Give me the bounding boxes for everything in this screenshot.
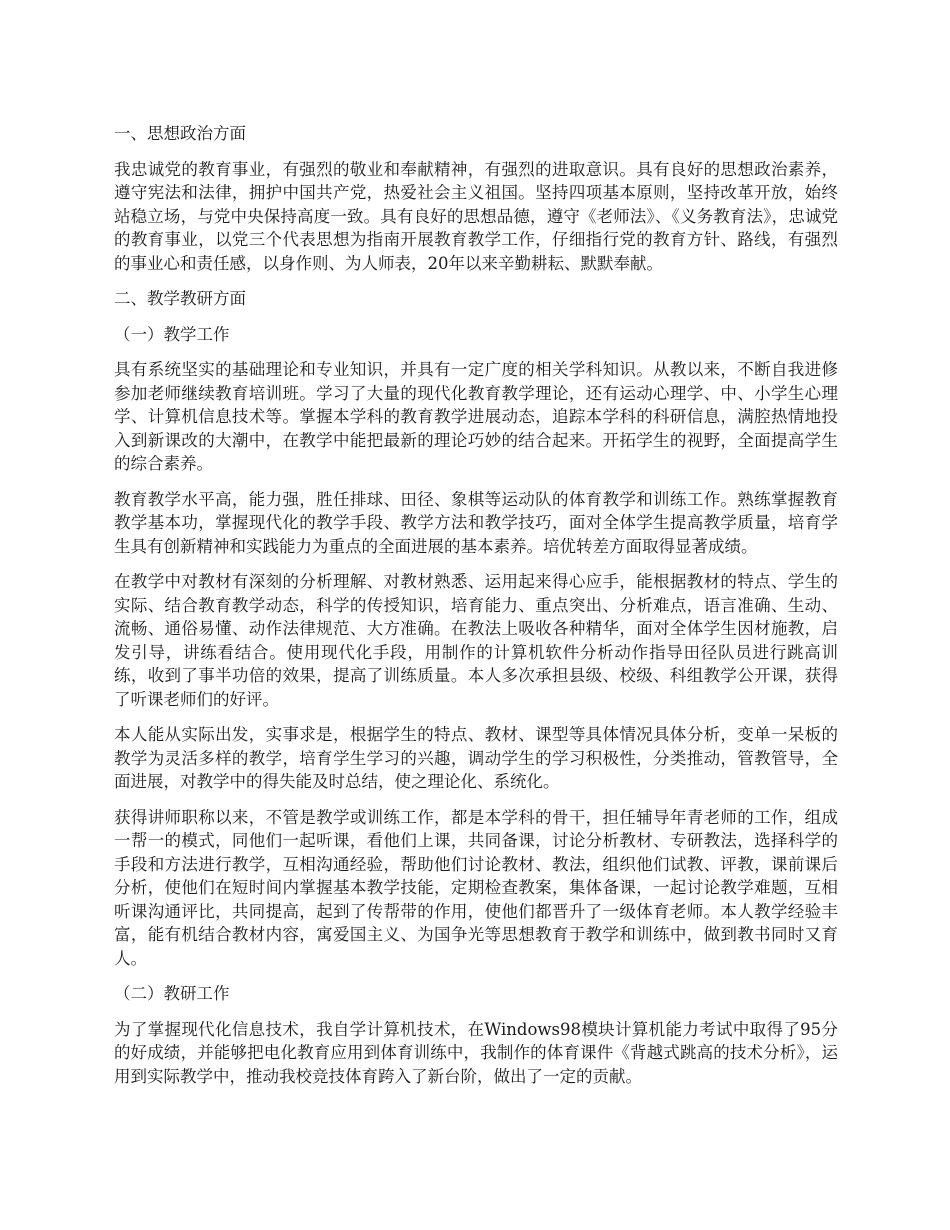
section-heading-teaching-research: 二、教学教研方面 xyxy=(114,289,246,308)
paragraph-teaching-1: 具有系统坚实的基础理论和专业知识，并具有一定广度的相关学科知识。从教以来，不断自我进修参加老师继续教育培训班。学习了大量的现代化教育教学理论，还有运动心理学、中、小学生心理学、计算机信息技术等。掌握本学科的教育教学进展动态，追踪本学科的科研信息，满腔热情地投入到新课改的大潮中，在教学中能把最新的理论巧妙的结合起来。开拓学生的视野，全面提高学生的综合素养。 xyxy=(114,360,838,473)
section-heading-political: 一、思想政治方面 xyxy=(114,124,246,143)
paragraph-teaching-5: 获得讲师职称以来，不管是教学或训练工作，都是本学科的骨干，担任辅导年青老师的工作，组成一帮一的模式，同他们一起听课，看他们上课，共同备课，讨论分析教材、专研教法，选择科学的手段和方法进行教学，互相沟通经验，帮助他们讨论教材、教法，组织他们试教、评教，课前课后分析，使他们在短时间内掌握基本教学技能，定期检查教案，集体备课，一起讨论教学难题，互相听课沟通评比，共同提高，起到了传帮带的作用，使他们都晋升了一级体育老师。本人教学经验丰富，能有机结合教材内容，寓爱国主义、为国争光等思想教育于教学和训练中，做到教书同时又育人。 xyxy=(114,807,838,968)
paragraph-research: 为了掌握现代化信息技术，我自学计算机技术，在Windows98模块计算机能力考试中取得了95分的好成绩，并能够把电化教育应用到体育训练中，我制作的体育课件《背越式跳高的技术分析》，运用到实际教学中，推动我校竞技体育跨入了新台阶，做出了一定的贡献。 xyxy=(114,1019,838,1086)
paragraph-teaching-4: 本人能从实际出发，实事求是，根据学生的特点、教材、课型等具体情况具体分析，变单一呆板的教学为灵活多样的教学，培育学生学习的兴趣，调动学生的学习积极性，分类推动，管教管导，全面进展，对教学中的得失能及时总结，使之理论化、系统化。 xyxy=(114,725,838,791)
subheading-teaching: （一）教学工作 xyxy=(114,324,230,344)
subheading-research: （二）教研工作 xyxy=(114,984,230,1003)
document-body xyxy=(114,122,838,1100)
paragraph-political: 我忠诚党的教育事业，有强烈的敬业和奉献精神，有强烈的进取意识。具有良好的思想政治素养，遵守宪法和法律，拥护中国共产党，热爱社会主义祖国。坚持四项基本原则，坚持改革开放，始终站稳立场，与党中央保持高度一致。具有良好的思想品德，遵守《老师法》、《义务教育法》，忠诚党的教育事业，以党三个代表思想为指南开展教育教学工作，仔细指行党的教育方针、路线，有强烈的事业心和责任感，以身作则、为人师表，20年以来辛勤耕耘、默默奉献。 xyxy=(114,159,838,273)
paragraph-teaching-3: 在教学中对教材有深刻的分析理解、对教材熟悉、运用起来得心应手，能根据教材的特点、学生的实际、结合教育教学动态，科学的传授知识，培育能力、重点突出、分析难点，语言准确、生动、流畅、通俗易懂、动作法律规范、大方准确。在教法上吸收各种精华，面对全体学生因材施教，启发引导，讲练看结合。使用现代化手段，用制作的计算机软件分析动作指导田径队员进行跳高训练，收到了事半功倍的效果，提高了训练质量。本人多次承担县级、校级、科组教学公开课，获得了听课老师们的好评。 xyxy=(114,572,838,709)
paragraph-teaching-2: 教育教学水平高，能力强，胜任排球、田径、象棋等运动队的体育教学和训练工作。熟练掌握教育教学基本功，掌握现代化的教学手段、教学方法和教学技巧，面对全体学生提高教学质量，培育学生具有创新精神和实践能力为重点的全面进展的基本素养。培优转差方面取得显著成绩。 xyxy=(114,489,838,556)
